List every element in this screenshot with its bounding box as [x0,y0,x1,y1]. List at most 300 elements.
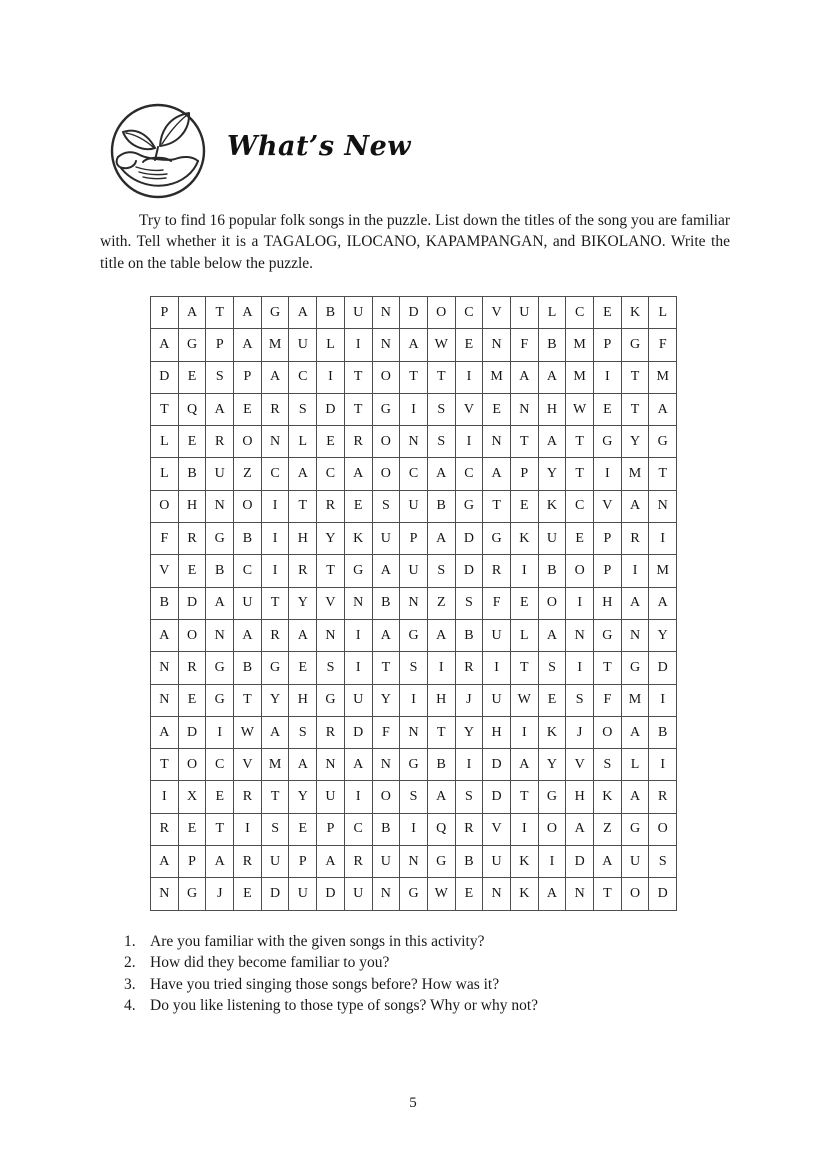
puzzle-cell: U [234,587,262,619]
puzzle-cell: Y [289,587,317,619]
puzzle-cell: R [261,393,289,425]
puzzle-cell: E [234,878,262,910]
puzzle-cell: I [344,781,372,813]
puzzle-cell: D [178,587,206,619]
puzzle-cell: O [372,361,400,393]
puzzle-cell: A [566,813,594,845]
puzzle-cell: H [566,781,594,813]
puzzle-cell: G [344,555,372,587]
puzzle-cell: M [483,361,511,393]
puzzle-row [151,846,677,878]
puzzle-cell: S [455,587,483,619]
puzzle-cell: F [151,523,179,555]
puzzle-cell: S [566,684,594,716]
puzzle-cell: A [372,555,400,587]
puzzle-cell: A [510,749,538,781]
puzzle-cell: I [344,652,372,684]
puzzle-cell: A [372,619,400,651]
puzzle-cell: I [261,523,289,555]
puzzle-cell: C [455,297,483,329]
puzzle-cell: H [483,716,511,748]
puzzle-cell: E [566,523,594,555]
puzzle-cell: U [289,878,317,910]
puzzle-cell: N [400,587,428,619]
puzzle-row [151,652,677,684]
puzzle-cell: N [372,297,400,329]
puzzle-cell: Q [178,393,206,425]
puzzle-cell: I [317,361,345,393]
puzzle-cell: T [344,361,372,393]
puzzle-cell: G [427,846,455,878]
page-number: 5 [409,1095,417,1111]
puzzle-cell: S [206,361,234,393]
puzzle-cell: A [400,329,428,361]
puzzle-cell: T [621,393,649,425]
puzzle-cell: S [594,749,622,781]
puzzle-cell: A [649,587,677,619]
puzzle-cell: I [455,749,483,781]
puzzle-cell: S [289,393,317,425]
puzzle-cell: A [427,458,455,490]
puzzle-cell: U [400,490,428,522]
puzzle-cell: B [455,619,483,651]
puzzle-cell: V [566,749,594,781]
puzzle-cell: G [206,684,234,716]
puzzle-cell: N [261,426,289,458]
puzzle-cell: A [538,361,566,393]
puzzle-cell: B [178,458,206,490]
puzzle-cell: A [151,329,179,361]
puzzle-cell: U [206,458,234,490]
puzzle-cell: V [483,813,511,845]
puzzle-cell: L [621,749,649,781]
puzzle-cell: D [317,393,345,425]
question-number: 1. [124,933,136,950]
puzzle-cell: T [261,781,289,813]
puzzle-cell: A [289,458,317,490]
puzzle-cell: Y [261,684,289,716]
puzzle-cell: G [317,684,345,716]
puzzle-cell: G [261,652,289,684]
puzzle-cell: J [455,684,483,716]
puzzle-cell: U [483,846,511,878]
puzzle-cell: O [566,555,594,587]
puzzle-cell: F [483,587,511,619]
puzzle-cell: D [151,361,179,393]
puzzle-cell: T [510,426,538,458]
puzzle-cell: G [400,619,428,651]
puzzle-cell: L [151,426,179,458]
puzzle-cell: N [151,684,179,716]
question-item [124,974,724,995]
puzzle-cell: A [538,619,566,651]
puzzle-cell: B [427,490,455,522]
puzzle-cell: N [483,426,511,458]
puzzle-cell: I [400,813,428,845]
puzzle-cell: D [344,716,372,748]
puzzle-cell: E [289,813,317,845]
puzzle-cell: B [538,329,566,361]
puzzle-cell: H [289,523,317,555]
puzzle-cell: L [649,297,677,329]
puzzle-cell: A [151,846,179,878]
puzzle-cell: A [621,587,649,619]
puzzle-cell: D [400,297,428,329]
puzzle-cell: R [151,813,179,845]
puzzle-cell: M [566,361,594,393]
puzzle-cell: O [234,490,262,522]
puzzle-cell: N [317,749,345,781]
puzzle-row [151,878,677,910]
puzzle-cell: I [566,587,594,619]
puzzle-cell: O [538,587,566,619]
puzzle-cell: T [317,555,345,587]
puzzle-cell: I [483,652,511,684]
puzzle-cell: A [344,749,372,781]
puzzle-cell: D [178,716,206,748]
puzzle-cell: A [206,587,234,619]
puzzle-row [151,813,677,845]
puzzle-cell: N [649,490,677,522]
puzzle-cell: G [621,329,649,361]
puzzle-cell: K [344,523,372,555]
puzzle-cell: G [206,652,234,684]
puzzle-cell: E [178,684,206,716]
puzzle-row [151,749,677,781]
puzzle-cell: O [372,426,400,458]
puzzle-cell: L [317,329,345,361]
puzzle-cell: N [372,329,400,361]
puzzle-cell: V [234,749,262,781]
puzzle-cell: L [151,458,179,490]
puzzle-cell: T [151,749,179,781]
puzzle-cell: F [510,329,538,361]
puzzle-cell: H [427,684,455,716]
puzzle-cell: B [372,813,400,845]
puzzle-cell: E [178,426,206,458]
puzzle-cell: G [261,297,289,329]
puzzle-cell: I [538,846,566,878]
puzzle-cell: Z [234,458,262,490]
puzzle-cell: R [344,426,372,458]
puzzle-row [151,716,677,748]
puzzle-cell: M [261,329,289,361]
puzzle-cell: O [178,749,206,781]
puzzle-cell: I [594,361,622,393]
puzzle-cell: T [261,587,289,619]
puzzle-cell: P [234,361,262,393]
puzzle-cell: T [234,684,262,716]
puzzle-cell: E [455,329,483,361]
puzzle-row [151,329,677,361]
puzzle-cell: B [455,846,483,878]
puzzle-cell: E [317,426,345,458]
puzzle-cell: I [400,684,428,716]
puzzle-cell: I [344,619,372,651]
puzzle-cell: S [538,652,566,684]
puzzle-cell: V [317,587,345,619]
puzzle-cell: I [344,329,372,361]
question-item [124,952,724,973]
puzzle-cell: T [206,813,234,845]
puzzle-cell: N [317,619,345,651]
puzzle-cell: I [455,361,483,393]
puzzle-cell: T [427,716,455,748]
puzzle-cell: Y [621,426,649,458]
puzzle-cell: O [621,878,649,910]
puzzle-cell: R [234,781,262,813]
puzzle-cell: A [538,426,566,458]
puzzle-cell: R [455,813,483,845]
puzzle-cell: P [594,555,622,587]
puzzle-cell: P [317,813,345,845]
puzzle-cell: T [510,781,538,813]
questions-list [124,931,724,1016]
puzzle-cell: B [234,652,262,684]
puzzle-cell: O [372,458,400,490]
puzzle-cell: D [649,652,677,684]
puzzle-cell: N [206,490,234,522]
puzzle-row [151,458,677,490]
puzzle-cell: I [649,523,677,555]
question-text: Are you familiar with the given songs in this activity? [150,933,485,950]
puzzle-cell: I [455,426,483,458]
puzzle-cell: N [566,878,594,910]
question-item [124,931,724,952]
puzzle-cell: L [289,426,317,458]
puzzle-cell: M [261,749,289,781]
puzzle-cell: U [344,297,372,329]
puzzle-cell: A [427,619,455,651]
puzzle-cell: T [372,652,400,684]
puzzle-cell: U [510,297,538,329]
puzzle-row [151,555,677,587]
puzzle-cell: A [621,716,649,748]
puzzle-cell: P [510,458,538,490]
puzzle-cell: S [427,426,455,458]
puzzle-cell: D [483,781,511,813]
puzzle-row [151,490,677,522]
puzzle-cell: I [234,813,262,845]
puzzle-row [151,523,677,555]
puzzle-cell: N [400,426,428,458]
puzzle-cell: I [400,393,428,425]
puzzle-cell: S [289,716,317,748]
question-text: Have you tried singing those songs before? How was it? [150,975,500,993]
puzzle-cell: X [178,781,206,813]
puzzle-cell: T [400,361,428,393]
puzzle-cell: F [594,684,622,716]
puzzle-cell: U [344,684,372,716]
puzzle-cell: A [317,846,345,878]
puzzle-cell: A [344,458,372,490]
puzzle-cell: W [234,716,262,748]
puzzle-cell: Y [289,781,317,813]
puzzle-cell: B [538,555,566,587]
puzzle-cell: G [400,749,428,781]
puzzle-cell: Y [372,684,400,716]
puzzle-cell: G [372,393,400,425]
puzzle-cell: K [538,490,566,522]
puzzle-cell: T [566,426,594,458]
puzzle-cell: W [427,329,455,361]
puzzle-cell: I [621,555,649,587]
puzzle-cell: A [427,523,455,555]
puzzle-cell: T [427,361,455,393]
puzzle-cell: G [538,781,566,813]
puzzle-cell: I [427,652,455,684]
puzzle-cell: A [289,297,317,329]
puzzle-cell: E [538,684,566,716]
puzzle-cell: P [400,523,428,555]
puzzle-cell: R [317,490,345,522]
puzzle-cell: M [566,329,594,361]
puzzle-cell: R [649,781,677,813]
puzzle-cell: T [483,490,511,522]
puzzle-cell: K [594,781,622,813]
puzzle-cell: A [289,749,317,781]
puzzle-cell: U [483,684,511,716]
puzzle-cell: R [317,716,345,748]
puzzle-cell: I [649,749,677,781]
puzzle-cell: G [483,523,511,555]
puzzle-cell: A [621,781,649,813]
puzzle-cell: J [206,878,234,910]
puzzle-cell: D [261,878,289,910]
puzzle-cell: S [317,652,345,684]
puzzle-cell: D [566,846,594,878]
puzzle-cell: U [538,523,566,555]
question-number: 3. [124,975,136,993]
puzzle-cell: S [400,652,428,684]
puzzle-cell: G [178,329,206,361]
puzzle-cell: C [455,458,483,490]
puzzle-cell: D [649,878,677,910]
puzzle-cell: K [510,846,538,878]
puzzle-row [151,587,677,619]
puzzle-cell: B [151,587,179,619]
puzzle-cell: T [206,297,234,329]
puzzle-cell: A [151,716,179,748]
puzzle-cell: V [455,393,483,425]
puzzle-cell: B [649,716,677,748]
puzzle-cell: C [261,458,289,490]
puzzle-cell: R [206,426,234,458]
word-search-grid [150,296,677,911]
puzzle-cell: N [483,329,511,361]
puzzle-cell: B [372,587,400,619]
puzzle-cell: U [372,523,400,555]
puzzle-cell: S [261,813,289,845]
puzzle-cell: N [151,878,179,910]
puzzle-cell: C [317,458,345,490]
puzzle-cell: F [372,716,400,748]
puzzle-cell: S [427,393,455,425]
puzzle-cell: E [234,393,262,425]
puzzle-cell: A [234,297,262,329]
puzzle-cell: K [538,716,566,748]
puzzle-cell: R [234,846,262,878]
puzzle-cell: C [206,749,234,781]
question-number: 4. [124,996,136,1014]
question-item [124,995,724,1016]
puzzle-row [151,297,677,329]
puzzle-cell: R [178,523,206,555]
puzzle-cell: C [400,458,428,490]
puzzle-cell: N [206,619,234,651]
puzzle-cell: K [510,523,538,555]
puzzle-cell: E [178,361,206,393]
puzzle-cell: I [261,555,289,587]
puzzle-cell: H [289,684,317,716]
puzzle-cell: I [649,684,677,716]
puzzle-cell: L [538,297,566,329]
puzzle-cell: I [206,716,234,748]
puzzle-cell: A [621,490,649,522]
puzzle-cell: G [649,426,677,458]
puzzle-cell: R [289,555,317,587]
puzzle-cell: T [649,458,677,490]
puzzle-cell: O [427,297,455,329]
puzzle-cell: D [317,878,345,910]
puzzle-cell: Z [594,813,622,845]
puzzle-cell: U [344,878,372,910]
puzzle-cell: B [317,297,345,329]
puzzle-cell: G [455,490,483,522]
puzzle-cell: T [594,652,622,684]
puzzle-cell: O [372,781,400,813]
instructions-paragraph: Try to find 16 popular folk songs in the puzzle. List down the titles of the song you are familiar with. Tell whether it is a TAGALOG, ILOCANO, KAPAMPANGAN, and BIKOLANO. Write the title on the table below the puzzle. [100,212,730,272]
puzzle-cell: U [372,846,400,878]
puzzle-row [151,361,677,393]
puzzle-cell: N [510,393,538,425]
puzzle-cell: B [427,749,455,781]
puzzle-cell: P [151,297,179,329]
puzzle-cell: E [178,813,206,845]
puzzle-cell: N [372,749,400,781]
puzzle-row [151,426,677,458]
puzzle-cell: O [151,490,179,522]
puzzle-cell: R [261,619,289,651]
puzzle-cell: T [566,458,594,490]
puzzle-cell: E [178,555,206,587]
puzzle-cell: L [510,619,538,651]
puzzle-cell: A [538,878,566,910]
puzzle-cell: R [621,523,649,555]
puzzle-cell: B [206,555,234,587]
puzzle-cell: Y [649,619,677,651]
puzzle-cell: A [261,361,289,393]
puzzle-cell: H [594,587,622,619]
puzzle-cell: S [455,781,483,813]
puzzle-cell: R [178,652,206,684]
puzzle-cell: U [483,619,511,651]
puzzle-cell: T [510,652,538,684]
puzzle-cell: W [566,393,594,425]
puzzle-row [151,619,677,651]
puzzle-cell: Y [538,458,566,490]
puzzle-cell: N [400,716,428,748]
puzzle-cell: E [510,587,538,619]
puzzle-cell: R [483,555,511,587]
puzzle-cell: G [621,652,649,684]
puzzle-row [151,781,677,813]
puzzle-cell: E [483,393,511,425]
puzzle-cell: A [289,619,317,651]
puzzle-cell: K [510,878,538,910]
puzzle-cell: P [178,846,206,878]
puzzle-cell: Z [427,587,455,619]
